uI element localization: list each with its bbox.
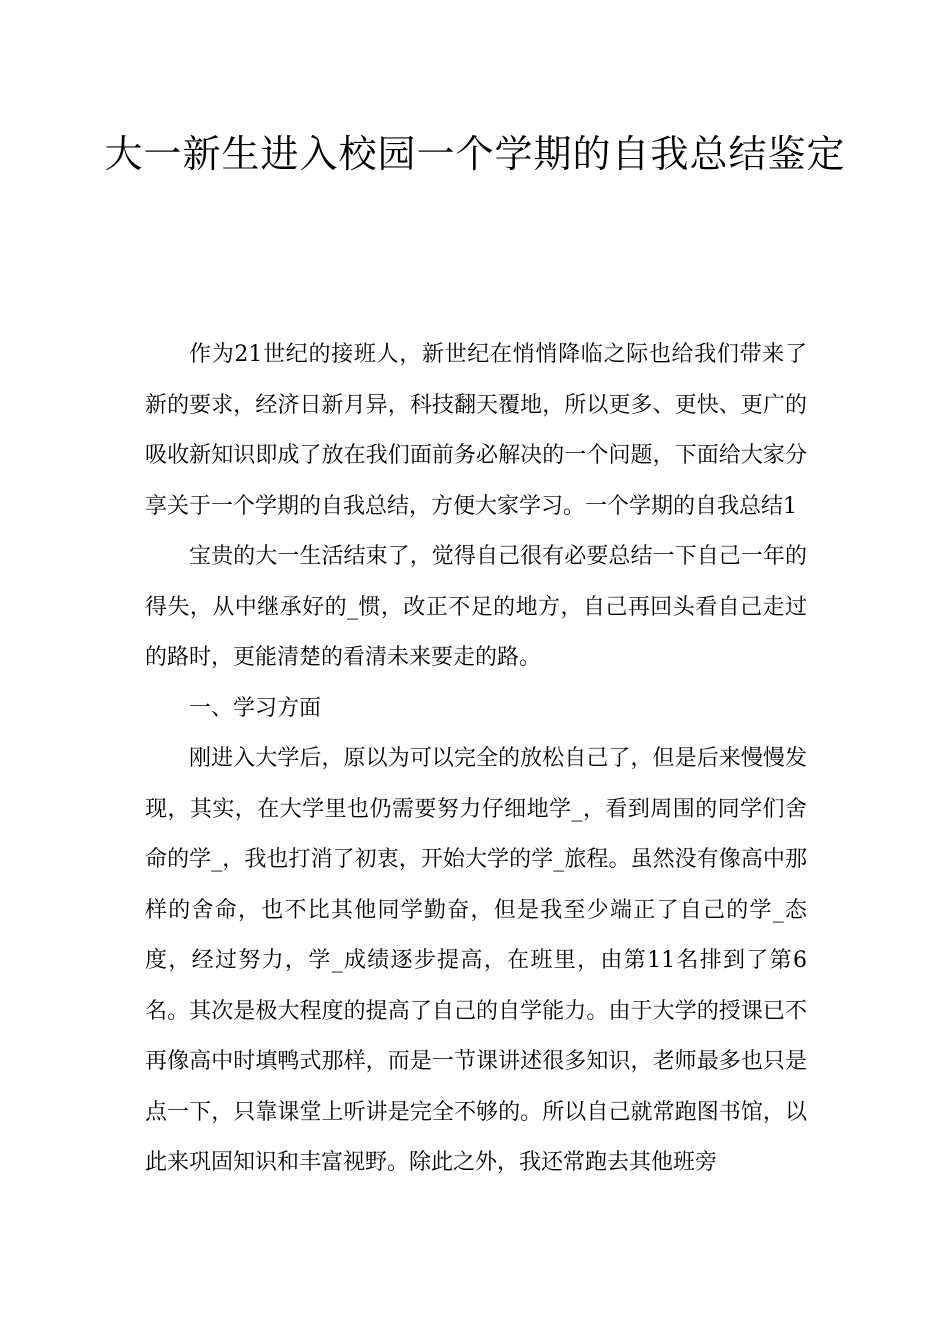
document-body <box>145 330 807 1189</box>
section-heading-study: 一、学习方面 <box>189 695 322 721</box>
paragraph-intro: 作为21世纪的接班人，新世纪在悄悄降临之际也给我们带来了新的要求，经济日新月异，科技翻天覆地，所以更多、更快、更广的吸收新知识即成了放在我们面前务必解决的一个问题，下面给大家分享关于一个学期的自我总结，方便大家学习。一个学期的自我总结1 <box>145 342 807 519</box>
paragraph-summary: 宝贵的大一生活结束了，觉得自己很有必要总结一下自己一年的得失，从中继承好的_惯，改正不足的地方，自己再回头看自己走过的路时，更能清楚的看清未来要走的路。 <box>145 544 807 670</box>
document-title: 大一新生进入校园一个学期的自我总结鉴定 <box>104 132 846 176</box>
paragraph-study: 刚进入大学后，原以为可以完全的放松自己了，但是后来慢慢发现，其实，在大学里也仍需要努力仔细地学_，看到周围的同学们舍命的学_，我也打消了初衷，开始大学的学_旅程。虽然没有像高中那样的舍命，也不比其他同学勤奋，但是我至少端正了自己的学_态度，经过努力，学_成绩逐步提高，在班里，由第11名排到了第6名。其次是极大程度的提高了自己的自学能力。由于大学的授课已不再像高中时填鸭式那样，而是一节课讲述很多知识，老师最多也只是点一下，只靠课堂上听讲是完全不够的。所以自己就常跑图书馆，以此来巩固知识和丰富视野。除此之外，我还常跑去其他班旁 <box>145 746 807 1175</box>
